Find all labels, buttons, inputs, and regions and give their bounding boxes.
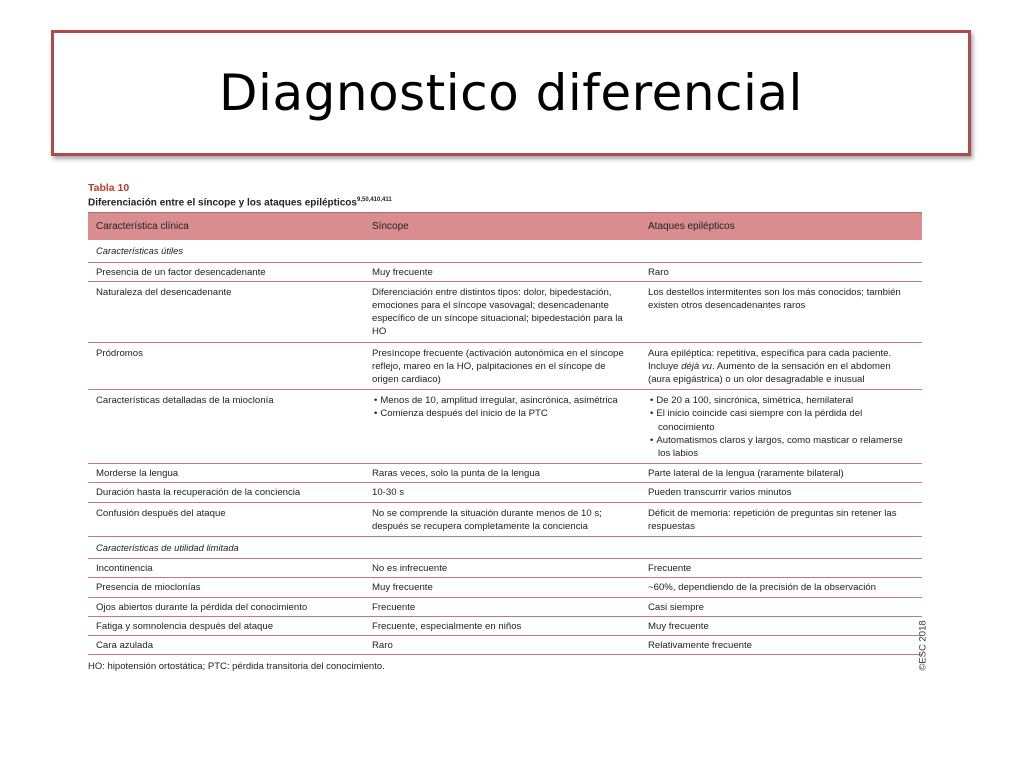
header-epilepsy: Ataques epilépticos — [640, 213, 922, 241]
cell-epilepsy: Relativamente frecuente — [640, 636, 922, 655]
cell-syncope: Presíncope frecuente (activación autonómica en el síncope reflejo, mareo en la HO, palpitaciones en el síncope de origen cardiaco) — [364, 342, 640, 390]
list-item: • Menos de 10, amplitud irregular, asincrónica, asimétrica — [372, 394, 632, 407]
cell-syncope: Raras veces, solo la punta de la lengua — [364, 464, 640, 483]
table-caption — [88, 194, 922, 209]
epilepsy-bullet-list — [648, 394, 914, 460]
cell-epilepsy: Pueden transcurrir varios minutos — [640, 483, 922, 502]
cell-syncope: Muy frecuente — [364, 262, 640, 281]
cell-syncope: Frecuente — [364, 597, 640, 616]
cell-syncope: Frecuente, especialmente en niños — [364, 616, 640, 635]
cell-feature: Incontinencia — [88, 559, 364, 578]
syncope-bullet-list — [372, 394, 632, 420]
header-syncope: Síncope — [364, 213, 640, 241]
cell-epilepsy: Casi siempre — [640, 597, 922, 616]
table-caption-text: Diferenciación entre el síncope y los ataques epilépticos — [88, 197, 357, 209]
table-row — [88, 597, 922, 616]
list-item: • Automatismos claros y largos, como masticar o relamerse los labios — [648, 434, 914, 460]
cell-syncope — [364, 390, 640, 464]
table-row — [88, 342, 922, 390]
table-row — [88, 281, 922, 342]
cell-feature: Cara azulada — [88, 636, 364, 655]
cell-feature: Duración hasta la recuperación de la conciencia — [88, 483, 364, 502]
table-row — [88, 578, 922, 597]
table-caption-refs: 9,50,410,411 — [356, 197, 392, 203]
cell-epilepsy-italic: déjà vu — [681, 360, 713, 372]
table-footnote: HO: hipotensión ortostática; PTC: pérdida transitoria del conocimiento. — [88, 661, 385, 673]
cell-feature: Naturaleza del desencadenante — [88, 281, 364, 342]
table-row — [88, 483, 922, 502]
table-row — [88, 390, 922, 464]
section-row-useful — [88, 240, 922, 262]
cell-feature: Ojos abiertos durante la pérdida del conocimiento — [88, 597, 364, 616]
slide-title: Diagnostico diferencial — [219, 64, 803, 122]
table-figure — [88, 182, 922, 672]
header-feature: Característica clínica — [88, 213, 364, 241]
list-item: • Comienza después del inicio de la PTC — [372, 407, 632, 420]
cell-feature: Fatiga y somnolencia después del ataque — [88, 616, 364, 635]
cell-syncope: Raro — [364, 636, 640, 655]
cell-epilepsy-text-a: Aura epiléptica: repetitiva, específica para cada paciente. Incluye — [648, 347, 892, 372]
table-row — [88, 464, 922, 483]
cell-feature: Características detalladas de la mioclonía — [88, 390, 364, 464]
table-row — [88, 262, 922, 281]
cell-feature: Pródromos — [88, 342, 364, 390]
cell-syncope: 10-30 s — [364, 483, 640, 502]
cell-feature: Confusión después del ataque — [88, 502, 364, 536]
section-limited-label: Características de utilidad limitada — [88, 536, 922, 558]
copyright-notice — [917, 618, 940, 682]
table-number: Tabla 10 — [88, 182, 130, 194]
section-row-limited — [88, 536, 922, 558]
cell-epilepsy: Frecuente — [640, 559, 922, 578]
section-useful-label: Características útiles — [88, 240, 922, 262]
table-row — [88, 559, 922, 578]
cell-syncope: Muy frecuente — [364, 578, 640, 597]
differential-table — [88, 212, 922, 655]
table-row — [88, 502, 922, 536]
cell-feature: Presencia de mioclonías — [88, 578, 364, 597]
copyright-text: ©ESC 2018 — [917, 620, 929, 671]
list-item: • De 20 a 100, sincrónica, simétrica, hemilateral — [648, 394, 914, 407]
cell-epilepsy: Raro — [640, 262, 922, 281]
cell-epilepsy: Muy frecuente — [640, 616, 922, 635]
cell-syncope: No se comprende la situación durante menos de 10 s; después se recupera completamente la conciencia — [364, 502, 640, 536]
cell-syncope: No es infrecuente — [364, 559, 640, 578]
cell-syncope: Diferenciación entre distintos tipos: dolor, bipedestación, emociones para el síncope vasovagal; desencadenante específico de un síncope situacional; bipedestación para la HO — [364, 281, 640, 342]
list-item: • El inicio coincide casi siempre con la pérdida del conocimiento — [648, 407, 914, 433]
title-box — [51, 30, 971, 156]
table-row — [88, 616, 922, 635]
cell-epilepsy — [640, 390, 922, 464]
cell-epilepsy: ~60%, dependiendo de la precisión de la observación — [640, 578, 922, 597]
header-row — [88, 213, 922, 241]
cell-epilepsy: Parte lateral de la lengua (raramente bilateral) — [640, 464, 922, 483]
cell-feature: Presencia de un factor desencadenante — [88, 262, 364, 281]
cell-epilepsy: Los destellos intermitentes son los más conocidos; también existen otros desencadenantes raros — [640, 281, 922, 342]
cell-epilepsy: Déficit de memoria: repetición de preguntas sin retener las respuestas — [640, 502, 922, 536]
cell-feature: Morderse la lengua — [88, 464, 364, 483]
cell-epilepsy — [640, 342, 922, 390]
table-row — [88, 636, 922, 655]
cell-epilepsy-text-b: . Aumento de la sensación en el abdomen (aura epigástrica) o un olor desagradable e inusual — [648, 360, 891, 385]
